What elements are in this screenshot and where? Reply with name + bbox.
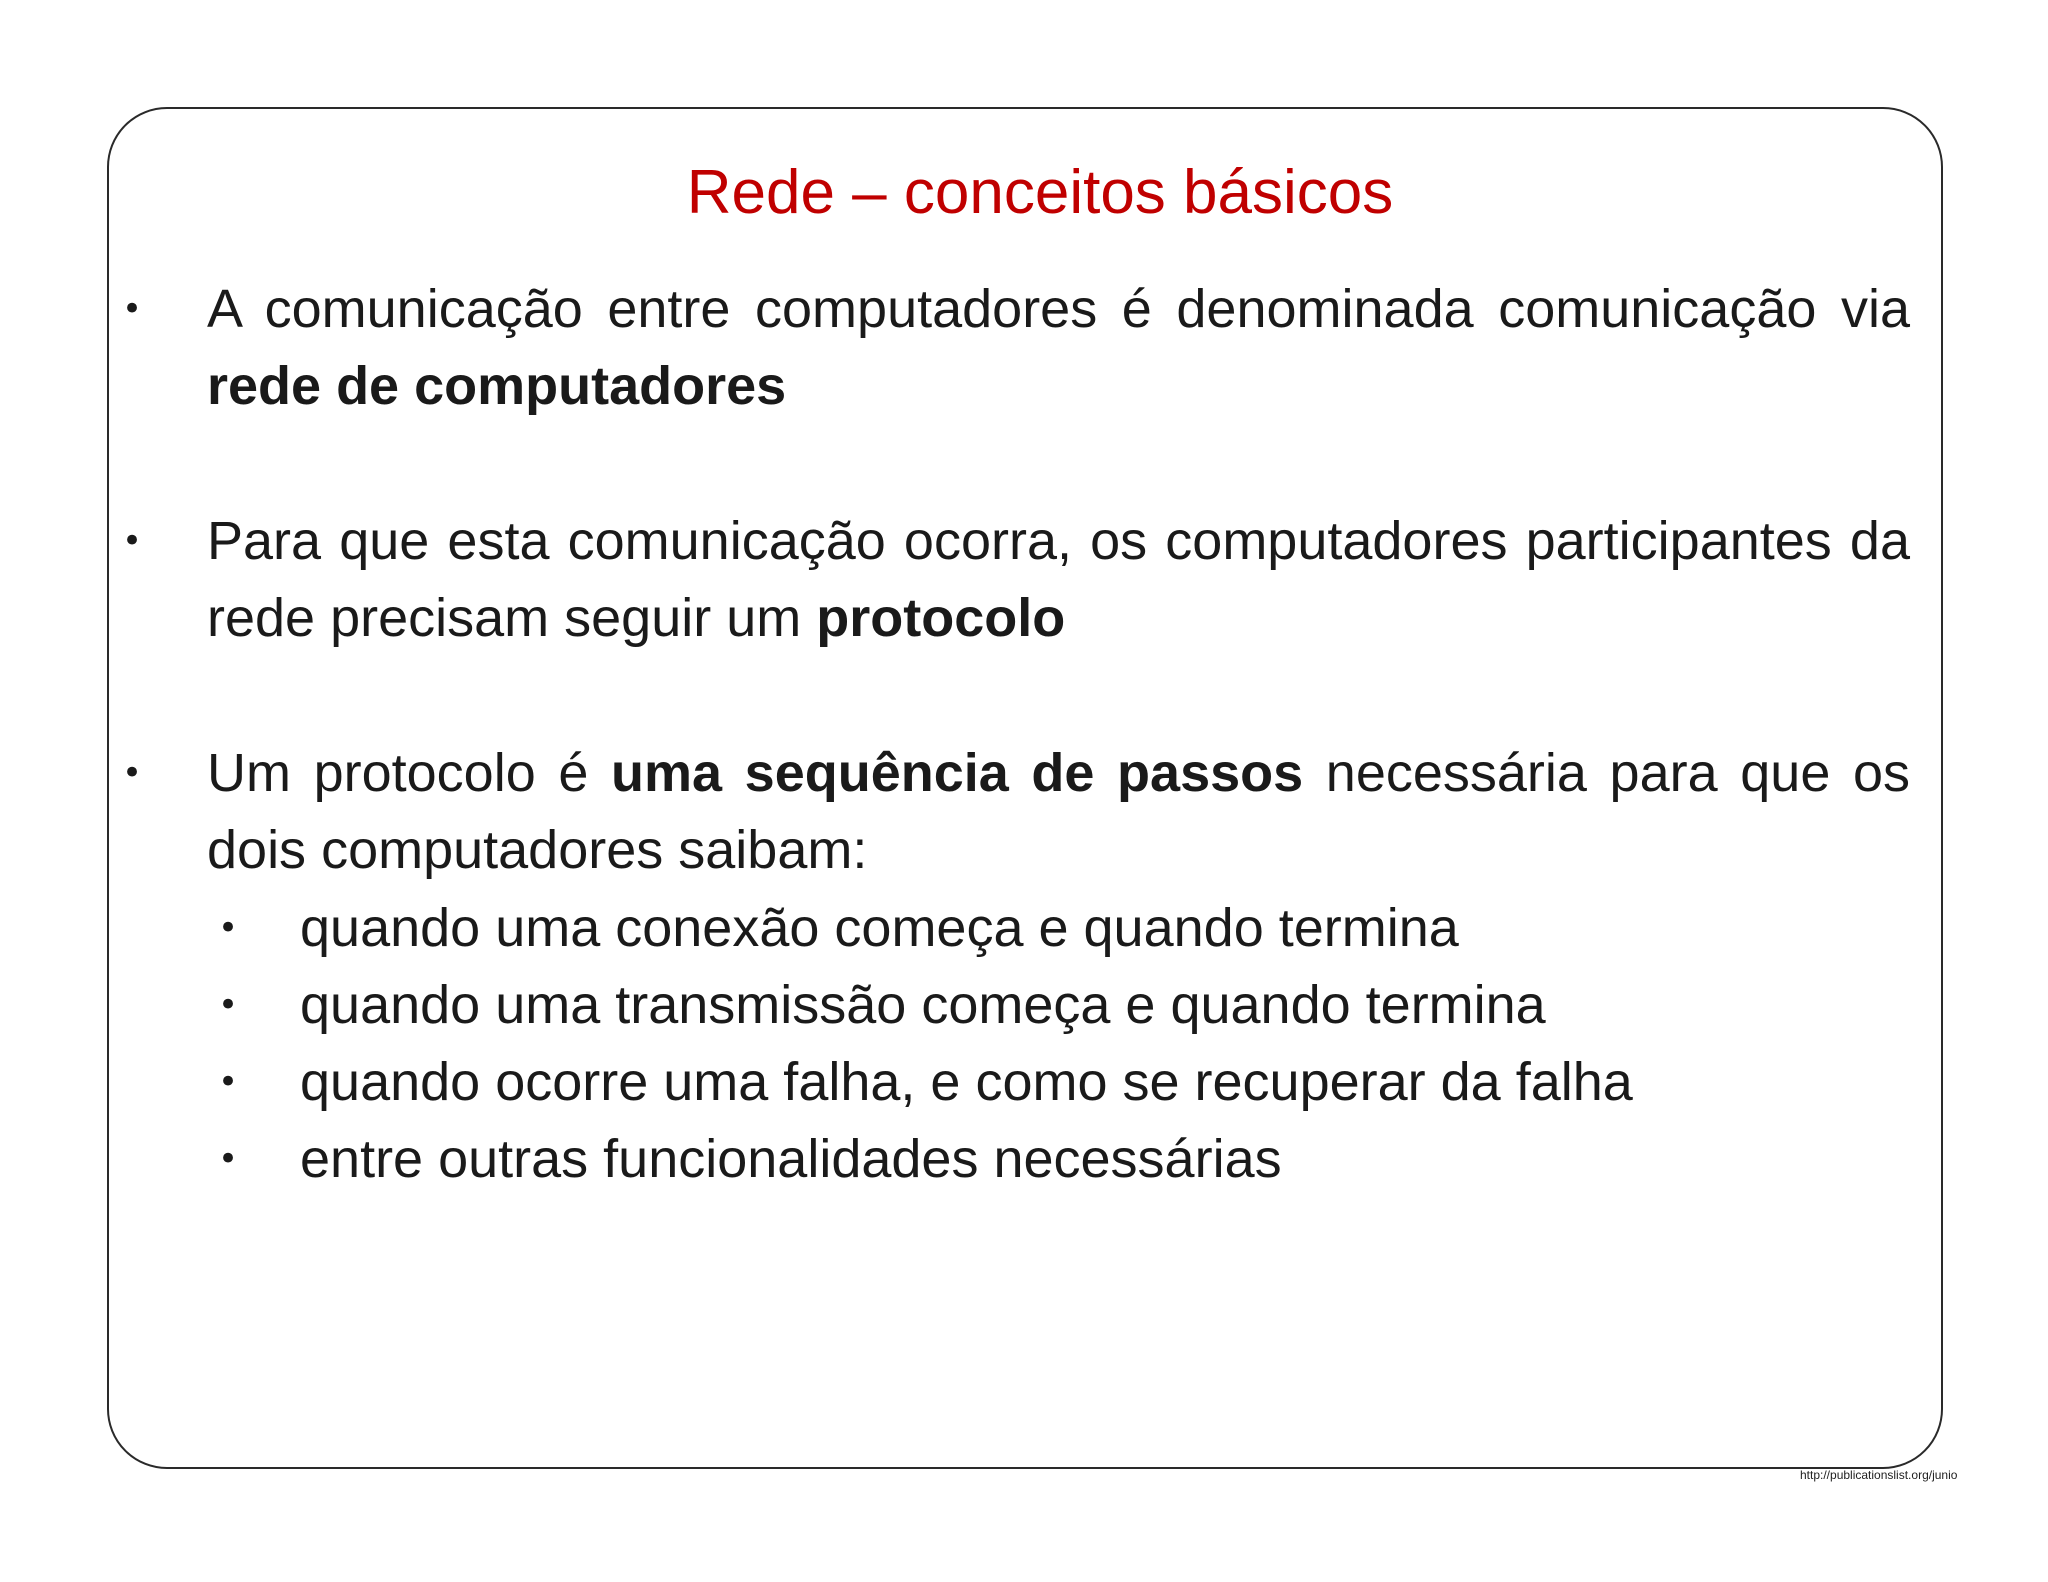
- sub-bullet-marker: •: [218, 1062, 239, 1102]
- bullet-2-text: Para que esta comunicação ocorra, os computadores participantes da rede precisam seguir um: [207, 511, 1910, 648]
- slide-title: Rede – conceitos básicos: [686, 158, 1394, 227]
- bullet-3-bold: uma sequência de passos: [611, 743, 1304, 803]
- bullet-1-text: A comunicação entre computadores é denominada comunicação via: [207, 279, 1910, 339]
- bullet-2-bold: protocolo: [816, 588, 1066, 648]
- sub-bullet-item: entre outras funcionalidades necessárias: [300, 1129, 1282, 1189]
- sub-bullet-marker: •: [218, 985, 239, 1025]
- sub-bullet-item: quando uma conexão começa e quando termina: [300, 898, 1459, 958]
- sub-bullet-item: quando ocorre uma falha, e como se recuperar da falha: [300, 1052, 1633, 1112]
- bullet-marker: •: [122, 521, 143, 561]
- bullet-paragraph-1: [207, 271, 1910, 425]
- sub-bullet-item: quando uma transmissão começa e quando termina: [300, 975, 1546, 1035]
- bullet-paragraph-3: [207, 735, 1910, 889]
- bullet-3-text-before: Um protocolo é: [207, 743, 589, 803]
- bullet-3-text-after: necessária para que os dois computadores saibam:: [207, 743, 1911, 880]
- bullet-marker: •: [122, 289, 143, 329]
- footer-url: http://publicationslist.org/junio: [1800, 1468, 1958, 1482]
- bullet-marker: •: [122, 753, 143, 793]
- bullet-1-bold: rede de computadores: [207, 356, 787, 416]
- bullet-paragraph-2: [207, 503, 1910, 657]
- sub-bullet-marker: •: [218, 1139, 239, 1179]
- sub-bullet-marker: •: [218, 908, 239, 948]
